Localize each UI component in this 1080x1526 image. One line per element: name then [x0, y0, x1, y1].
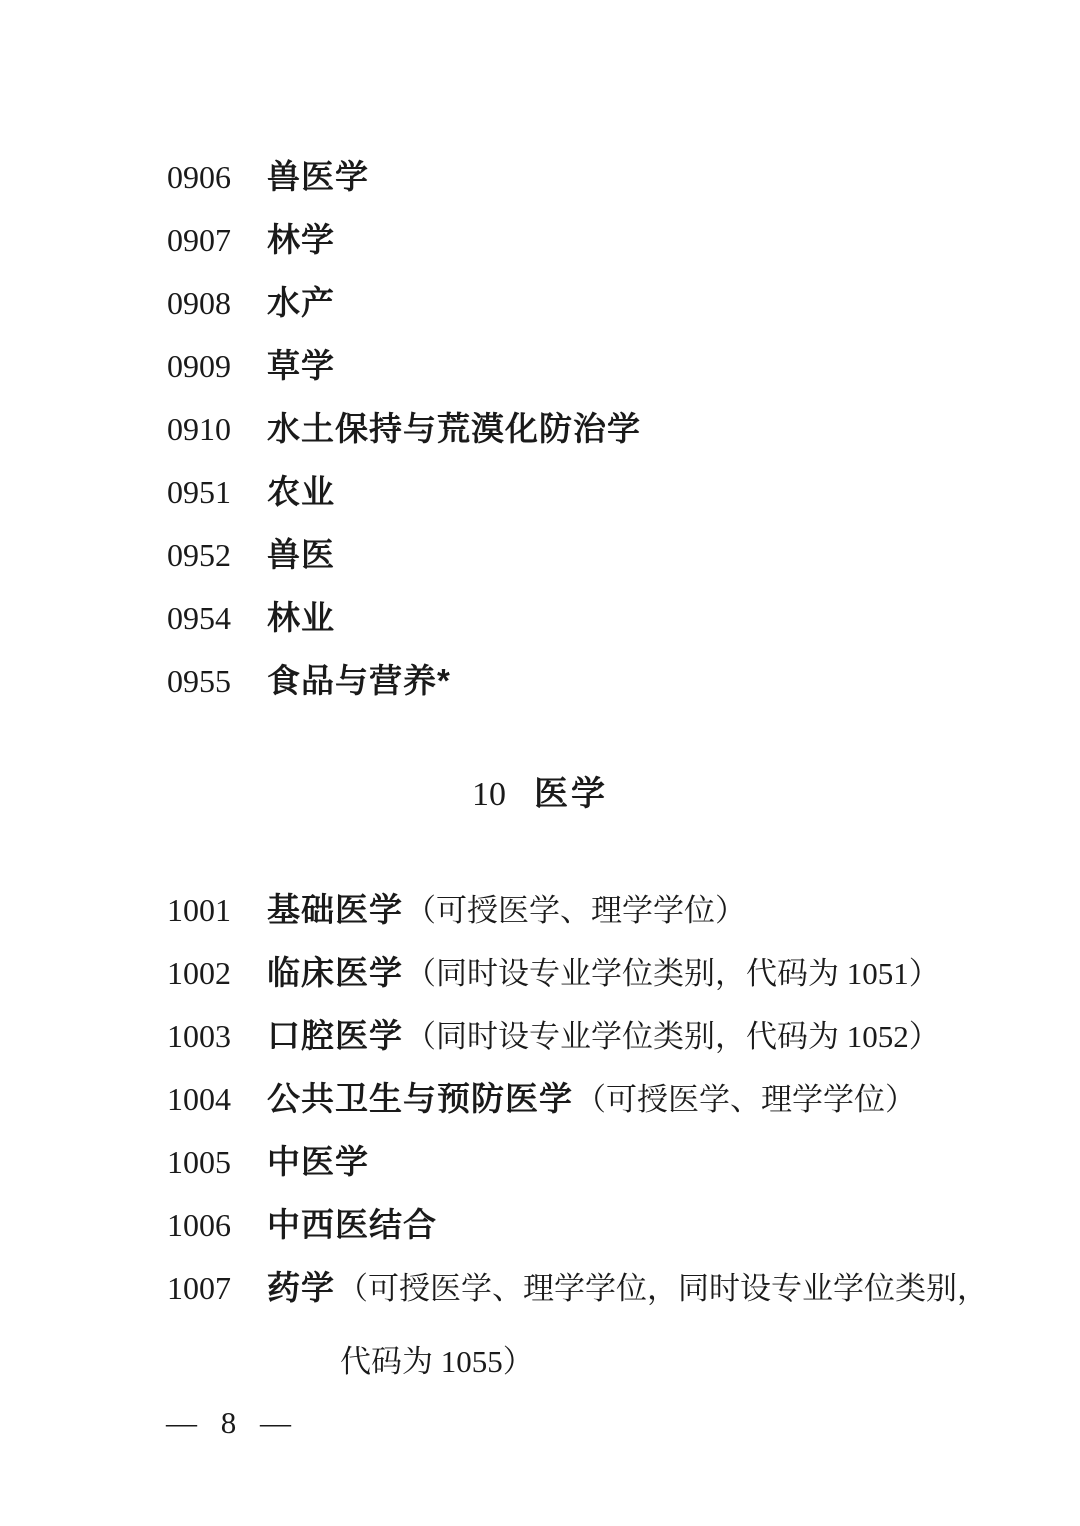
discipline-row-1001: [0, 878, 1080, 941]
discipline-note: （同时设专业学位类别，代码为 1052）: [405, 1019, 940, 1054]
discipline-row-0907: [0, 208, 1080, 271]
discipline-code: 0954: [167, 600, 231, 636]
discipline-row-1007: [0, 1256, 1080, 1319]
discipline-name: 食品与营养*: [267, 662, 451, 699]
discipline-code: 0910: [167, 411, 231, 447]
discipline-code: 0908: [167, 285, 231, 321]
discipline-note: （同时设专业学位类别，代码为 1051）: [405, 956, 940, 991]
discipline-code: 1004: [167, 1081, 231, 1117]
discipline-row-1002: [0, 941, 1080, 1004]
discipline-name: 林业: [267, 599, 335, 636]
discipline-code: 1005: [167, 1144, 231, 1180]
discipline-code: 0951: [167, 474, 231, 510]
section-heading-title: 医学: [534, 775, 608, 813]
discipline-row-1006: [0, 1193, 1080, 1256]
discipline-row-0906: [0, 145, 1080, 208]
discipline-row-1003: [0, 1004, 1080, 1067]
discipline-row-0954: [0, 586, 1080, 649]
discipline-name: 林学: [267, 221, 335, 258]
discipline-code: 1001: [167, 892, 231, 928]
discipline-row-0910: [0, 397, 1080, 460]
discipline-name: 中医学: [267, 1143, 369, 1180]
discipline-name: 口腔医学: [267, 1017, 403, 1054]
discipline-code: 0909: [167, 348, 231, 384]
discipline-code: 1002: [167, 955, 231, 991]
discipline-name: 临床医学: [267, 954, 403, 991]
discipline-note: （可授医学、理学学位）: [575, 1082, 916, 1117]
discipline-name: 水土保持与荒漠化防治学: [267, 410, 641, 447]
discipline-note: （可授医学、理学学位）: [405, 893, 746, 928]
discipline-code: 1006: [167, 1207, 231, 1243]
section-heading-medicine: [0, 763, 1080, 826]
section-heading-number: 10: [472, 776, 506, 813]
discipline-name: 农业: [267, 473, 335, 510]
discipline-code: 1003: [167, 1018, 231, 1054]
discipline-name: 水产: [267, 284, 335, 321]
discipline-name: 兽医: [267, 536, 335, 573]
discipline-code: 1007: [167, 1270, 231, 1306]
discipline-code: 0952: [167, 537, 231, 573]
discipline-note-continuation: 代码为 1055）: [340, 1344, 534, 1379]
discipline-code: 0906: [167, 159, 231, 195]
discipline-name: 公共卫生与预防医学: [267, 1080, 573, 1117]
page-number: — 8 —: [166, 1405, 291, 1440]
discipline-row-0951: [0, 460, 1080, 523]
discipline-note: （可授医学、理学学位，同时设专业学位类别，: [337, 1271, 988, 1306]
discipline-name: 药学: [267, 1269, 335, 1306]
discipline-row-0908: [0, 271, 1080, 334]
discipline-row-1005: [0, 1130, 1080, 1193]
discipline-row-0952: [0, 523, 1080, 586]
discipline-name: 中西医结合: [267, 1206, 437, 1243]
discipline-name: 基础医学: [267, 891, 403, 928]
discipline-name: 草学: [267, 347, 335, 384]
discipline-row-1004: [0, 1067, 1080, 1130]
discipline-code: 0955: [167, 663, 231, 699]
discipline-name: 兽医学: [267, 158, 369, 195]
discipline-code: 0907: [167, 222, 231, 258]
discipline-row-0955: [0, 649, 1080, 712]
discipline-row-0909: [0, 334, 1080, 397]
